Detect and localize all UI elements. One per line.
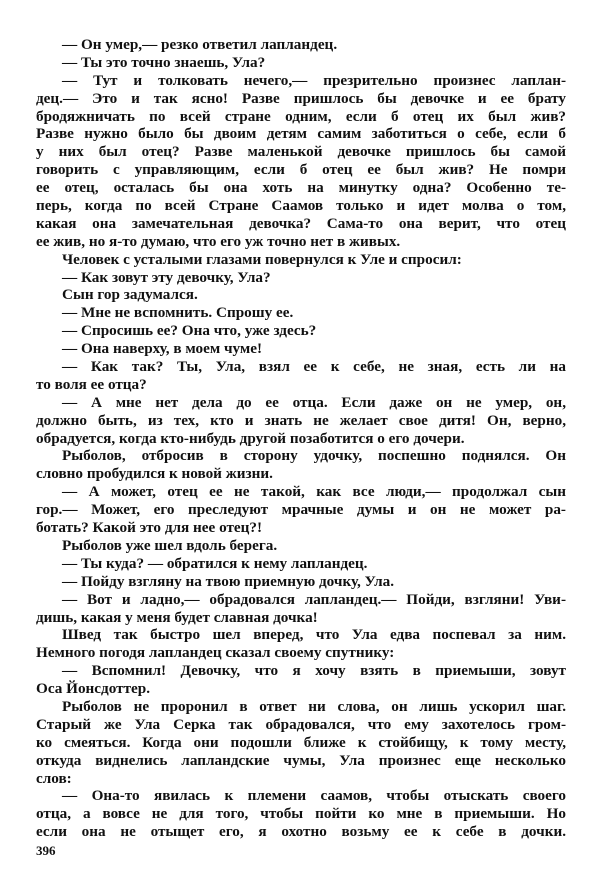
text-line: — Как зовут эту девочку, Ула? xyxy=(62,268,271,286)
text-line: должно быть, из тех, кто и знать не желает свое дитя! Он, верно, xyxy=(36,411,566,429)
text-line: — Пойду взгляну на твою приемную дочку, Ула. xyxy=(62,572,394,590)
text-line: — Ты это точно знаешь, Ула? xyxy=(62,53,266,71)
text-line: — Она-то явилась к племени саамов, чтобы отыскать своего xyxy=(62,787,566,805)
text-line: словно пробудился к новой жизни. xyxy=(36,465,273,483)
text-line: — А может, отец ее не такой, как все люди,— продолжал сын xyxy=(62,483,566,501)
text-line: откуда виднелись лапландские чумы, Ула произнес еще несколько xyxy=(36,751,566,769)
text-line: Сын гор задумался. xyxy=(62,286,198,304)
text-line: говорить с управляющим, если б отец ее был жив? Не помри xyxy=(36,161,566,179)
text-line: Человек с усталыми глазами повернулся к Уле и спросил: xyxy=(62,250,462,268)
text-line: — Он умер,— резко ответил лапландец. xyxy=(62,36,338,53)
text-line: — Ты куда? — обратился к нему лапландец. xyxy=(62,554,368,572)
text-line: — Спросишь ее? Она что, уже здесь? xyxy=(62,322,317,340)
text-line: у них был отец? Разве маленькой девочке пришлось бы самой xyxy=(36,143,566,161)
text-line: — Тут и толковать нечего,— презрительно произнес лаплан- xyxy=(62,71,566,89)
text-line: Рыболов не проронил в ответ ни слова, он лишь ускорил шаг. xyxy=(62,697,566,715)
text-line: бродяжничать по всей стране одним, если б отец их был жив? xyxy=(36,107,566,125)
text-line: — А мне нет дела до ее отца. Если даже он не умер, он, xyxy=(62,393,566,411)
text-line: Рыболов уже шел вдоль берега. xyxy=(62,536,278,554)
text-line: дец.— Это и так ясно! Разве пришлось бы девочке и ее брату xyxy=(36,89,566,107)
text-line: Немного погодя лапландец сказал своему спутнику: xyxy=(36,644,395,662)
text-line: — Она наверху, в моем чуме! xyxy=(62,340,263,358)
text-line: дишь, какая у меня будет славная дочка! xyxy=(36,608,318,626)
text-line: Старый же Ула Серка так обрадовался, что ему захотелось гром- xyxy=(36,715,566,733)
page-text xyxy=(36,36,566,841)
text-line: ее отец, осталась бы она хоть на минутку одна? Особенно те- xyxy=(36,179,566,197)
text-line: отца, а вовсе не для того, чтобы пойти ко мне в приемыши. Но xyxy=(36,805,566,823)
text-line: — Мне не вспомнить. Спрошу ее. xyxy=(62,304,294,322)
text-line: — Вот и ладно,— обрадовался лапландец.— Пойди, взгляни! Уви- xyxy=(62,590,566,608)
text-line: перь, когда по всей Стране Саамов только и идет молва о том, xyxy=(36,197,566,215)
text-line: ботать? Какой это для нее отец?! xyxy=(36,519,263,537)
page-number: 396 xyxy=(36,843,56,858)
text-line: слов: xyxy=(36,769,72,787)
text-line: то воля ее отца? xyxy=(36,375,147,393)
text-line: Рыболов, отбросив в сторону удочку, поспешно поднялся. Он xyxy=(62,447,566,465)
text-line: — Как так? Ты, Ула, взял ее к себе, не зная, есть ли на xyxy=(62,358,566,376)
text-line: гор.— Может, его преследуют мрачные думы и он не может ра- xyxy=(36,501,566,519)
text-line: какая она замечательная девочка? Сама-то она верит, что отец xyxy=(36,214,566,232)
text-line: если она не отыщет его, я охотно возьму ее к себе в дочки. xyxy=(36,823,566,841)
text-line: ее жив, но я-то думаю, что его уж точно нет в живых. xyxy=(36,232,401,250)
text-line: Разве нужно было бы двоим детям самим заботиться о себе, если б xyxy=(36,125,566,143)
text-line: обрадуется, когда кто-нибудь другой позаботится о его дочери. xyxy=(36,429,465,447)
text-line: — Вспомнил! Девочку, что я хочу взять в приемыши, зовут xyxy=(62,662,566,680)
text-line: Оса Йонсдоттер. xyxy=(36,680,151,698)
text-line: ко смеяться. Когда они подошли ближе к стойбищу, к тому месту, xyxy=(36,733,566,751)
text-line: Швед так быстро шел вперед, что Ула едва поспевал за ним. xyxy=(62,626,566,644)
